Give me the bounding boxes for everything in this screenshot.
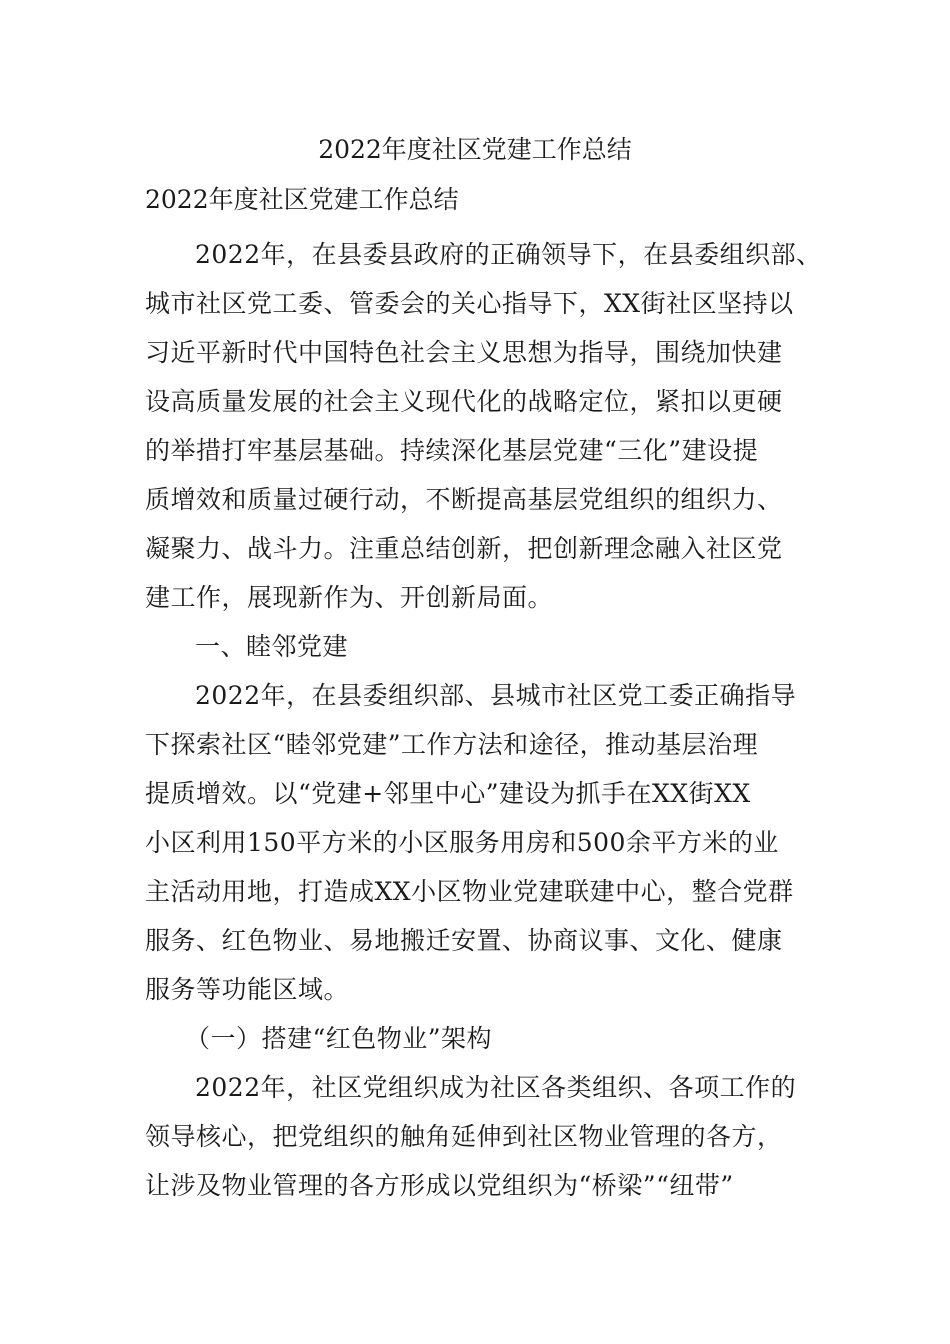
text-line: 的举措打牢基层基础。持续深化基层党建“三化”建设提: [145, 436, 759, 465]
text-line: 服务、红色物业、易地搬迁安置、协商议事、文化、健康: [145, 926, 783, 955]
text-line: 让涉及物业管理的各方形成以党组织为“桥梁”“纽带”: [145, 1171, 734, 1200]
section-paragraph: [145, 671, 825, 1014]
text-line: 质增效和质量过硬行动，不断提高基层党组织的组织力、: [145, 485, 783, 514]
section-heading: 一、睦邻党建: [195, 632, 349, 661]
text-line: 2022年，社区党组织成为社区各类组织、各项工作的: [195, 1073, 797, 1102]
text-line: 小区利用150平方米的小区服务用房和500余平方米的业: [145, 828, 779, 857]
text-line: 城市社区党工委、管委会的关心指导下，XX街社区坚持以: [145, 289, 794, 318]
text-line: 凝聚力、战斗力。注重总结创新，把创新理念融入社区党: [145, 534, 783, 563]
text-line: 主活动用地，打造成XX小区物业党建联建中心，整合党群: [145, 877, 794, 906]
text-line: 服务等功能区域。: [145, 975, 350, 1004]
text-line: 设高质量发展的社会主义现代化的战略定位，紧扣以更硬: [145, 387, 783, 416]
text-line: 提质增效。以“党建+邻里中心”建设为抓手在XX街XX: [145, 779, 751, 808]
document-body: [145, 230, 825, 1210]
subsection-paragraph: [145, 1063, 825, 1210]
text-line: 下探索社区“睦邻党建”工作方法和途径，推动基层治理: [145, 730, 759, 759]
text-line: 建工作，展现新作为、开创新局面。: [145, 583, 554, 612]
subsection-heading: （一）搭建“红色物业”架构: [185, 1024, 493, 1053]
intro-paragraph: [145, 230, 825, 622]
text-line: 2022年，在县委县政府的正确领导下，在县委组织部、: [195, 240, 822, 269]
document-title: 2022年度社区党建工作总结: [318, 135, 632, 164]
text-line: 2022年，在县委组织部、县城市社区党工委正确指导: [195, 681, 797, 710]
text-line: 领导核心，把党组织的触角延伸到社区物业管理的各方，: [145, 1122, 783, 1151]
document-subtitle: 2022年度社区党建工作总结: [145, 185, 459, 214]
text-line: 习近平新时代中国特色社会主义思想为指导，围绕加快建: [145, 338, 783, 367]
